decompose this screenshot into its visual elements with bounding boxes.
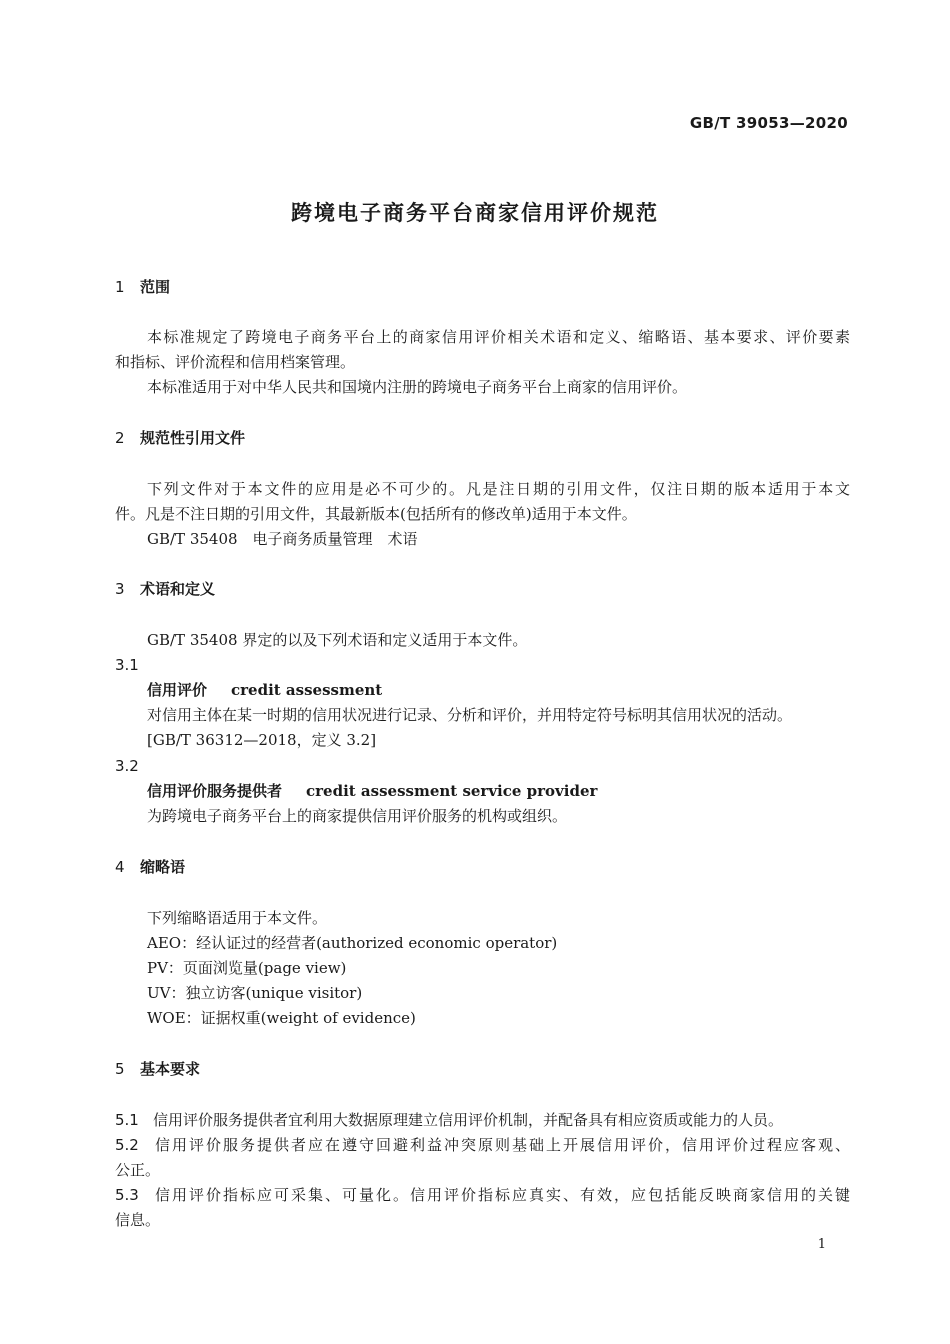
section-title: 范围 — [140, 278, 171, 296]
section-title: 规范性引用文件 — [140, 429, 246, 447]
section-1-heading — [115, 275, 850, 300]
abbreviation-item: AEO：经认证过的经营者(authorized economic operator) — [147, 934, 558, 952]
term-source: [GB/T 36312—2018，定义 3.2] — [147, 731, 377, 749]
paragraph-line: GB/T 35408 界定的以及下列术语和定义适用于本文件。 — [147, 631, 528, 649]
clause-text: 信用评价服务提供者宜利用大数据原理建立信用评价机制，并配备具有相应资质或能力的人员。 — [153, 1111, 784, 1129]
section-title: 术语和定义 — [140, 580, 216, 598]
clause-number: 5.2 — [115, 1136, 139, 1154]
section-title: 基本要求 — [140, 1060, 201, 1078]
paragraph-line: 件。凡是不注日期的引用文件，其最新版本(包括所有的修改单)适用于本文件。 — [115, 505, 637, 523]
section-5-heading — [115, 1057, 850, 1082]
section-number: 4 — [115, 858, 125, 876]
clause-text-continued: 信息。 — [115, 1211, 161, 1229]
standard-number: GB/T 39053—2020 — [689, 114, 848, 132]
clause-number: 5.1 — [115, 1111, 139, 1129]
clause-text: 信用评价服务提供者应在遵守回避利益冲突原则基础上开展信用评价，信用评价过程应客观、 — [153, 1136, 850, 1154]
term-chinese: 信用评价 — [147, 681, 208, 699]
section-4-heading — [115, 855, 850, 880]
section-2-heading — [115, 426, 850, 451]
clause-number: 5.3 — [115, 1186, 139, 1204]
clause-5-3 — [115, 1183, 850, 1208]
abbreviation-item: UV：独立访客(unique visitor) — [147, 984, 363, 1002]
normative-reference: GB/T 35408 电子商务质量管理 术语 — [147, 530, 418, 548]
clause-5-2 — [115, 1133, 850, 1158]
paragraph-line: 下列缩略语适用于本文件。 — [147, 909, 328, 927]
term-entry — [147, 678, 850, 703]
clause-text: 信用评价指标应可采集、可量化。信用评价指标应真实、有效，应包括能反映商家信用的关键 — [153, 1186, 850, 1204]
term-english: credit assessment — [231, 681, 383, 699]
page-number: 1 — [817, 1237, 826, 1252]
term-definition: 为跨境电子商务平台上的商家提供信用评价服务的机构或组织。 — [147, 807, 568, 825]
term-number: 3.1 — [115, 656, 139, 674]
term-english: credit assessment service provider — [306, 782, 598, 800]
section-number: 2 — [115, 429, 125, 447]
term-number: 3.2 — [115, 757, 139, 775]
section-number: 3 — [115, 580, 125, 598]
term-definition: 对信用主体在某一时期的信用状况进行记录、分析和评价，并用特定符号标明其信用状况的活动。 — [147, 706, 793, 724]
paragraph-line: 和指标、评价流程和信用档案管理。 — [115, 353, 356, 371]
term-chinese: 信用评价服务提供者 — [147, 782, 283, 800]
document-title: 跨境电子商务平台商家信用评价规范 — [291, 201, 659, 225]
term-entry — [147, 779, 850, 804]
paragraph-line: 下列文件对于本文件的应用是必不可少的。凡是注日期的引用文件，仅注日期的版本适用于本文 — [147, 480, 850, 498]
section-number: 1 — [115, 278, 125, 296]
clause-text-continued: 公正。 — [115, 1161, 161, 1179]
abbreviation-item: PV：页面浏览量(page view) — [147, 959, 347, 977]
section-title: 缩略语 — [140, 858, 186, 876]
abbreviation-item: WOE：证据权重(weight of evidence) — [147, 1009, 416, 1027]
paragraph-line: 本标准适用于对中华人民共和国境内注册的跨境电子商务平台上商家的信用评价。 — [147, 378, 688, 396]
paragraph-line: 本标准规定了跨境电子商务平台上的商家信用评价相关术语和定义、缩略语、基本要求、评价要素 — [147, 328, 850, 346]
section-3-heading — [115, 577, 850, 602]
clause-5-1 — [115, 1108, 850, 1133]
section-number: 5 — [115, 1060, 125, 1078]
